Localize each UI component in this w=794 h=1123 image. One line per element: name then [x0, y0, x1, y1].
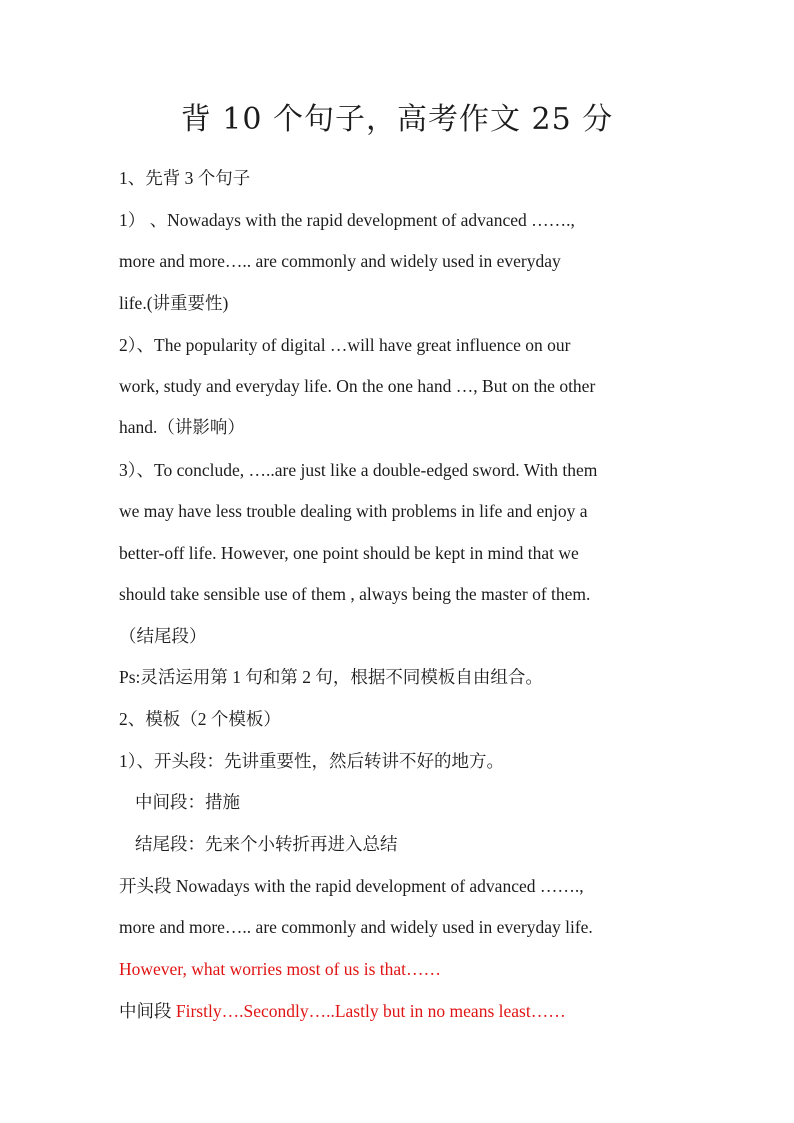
- text-line: hand.（讲影响）: [119, 417, 245, 437]
- red-text-line: However, what worries most of us is that……: [119, 959, 442, 979]
- text-line: 2、模板（2 个模板）: [119, 709, 281, 729]
- text-line: work, study and everyday life. On the one hand …, But on the other: [119, 376, 596, 396]
- page-title: 背 10 个句子，高考作文 25 分: [180, 102, 614, 137]
- text-line: should take sensible use of them , always being the master of them.: [119, 584, 591, 604]
- text-line: life.(讲重要性): [119, 293, 229, 313]
- red-text: Firstly….Secondly…..Lastly but in no means least……: [175, 1001, 566, 1021]
- text-line: 1） 、Nowadays with the rapid development of advanced …….,: [119, 210, 575, 230]
- text-line: more and more….. are commonly and widely used in everyday: [119, 251, 561, 271]
- text-line: Ps:灵活运用第 1 句和第 2 句，根据不同模板自由组合。: [119, 667, 543, 687]
- text-line: 中间段：措施: [135, 792, 240, 812]
- text-line: 1、先背 3 个句子: [119, 168, 251, 188]
- text-line: 2）、The popularity of digital …will have great influence on our: [119, 335, 571, 355]
- text-line: 开头段 Nowadays with the rapid development of advanced …….,: [119, 876, 584, 896]
- text-line: more and more….. are commonly and widely used in everyday life.: [119, 917, 593, 937]
- text-line: （结尾段）: [119, 626, 207, 646]
- text-line: 1）、开头段：先讲重要性，然后转讲不好的地方。: [119, 751, 504, 771]
- section-label: 中间段: [119, 1001, 176, 1021]
- text-line: 结尾段：先来个小转折再进入总结: [135, 834, 398, 854]
- text-line: better-off life. However, one point should be kept in mind that we: [119, 543, 579, 563]
- text-line: we may have less trouble dealing with problems in life and enjoy a: [119, 501, 588, 521]
- text-line: 3）、To conclude, …..are just like a double-edged sword. With them: [119, 460, 598, 480]
- text-line-mixed: [119, 999, 679, 1023]
